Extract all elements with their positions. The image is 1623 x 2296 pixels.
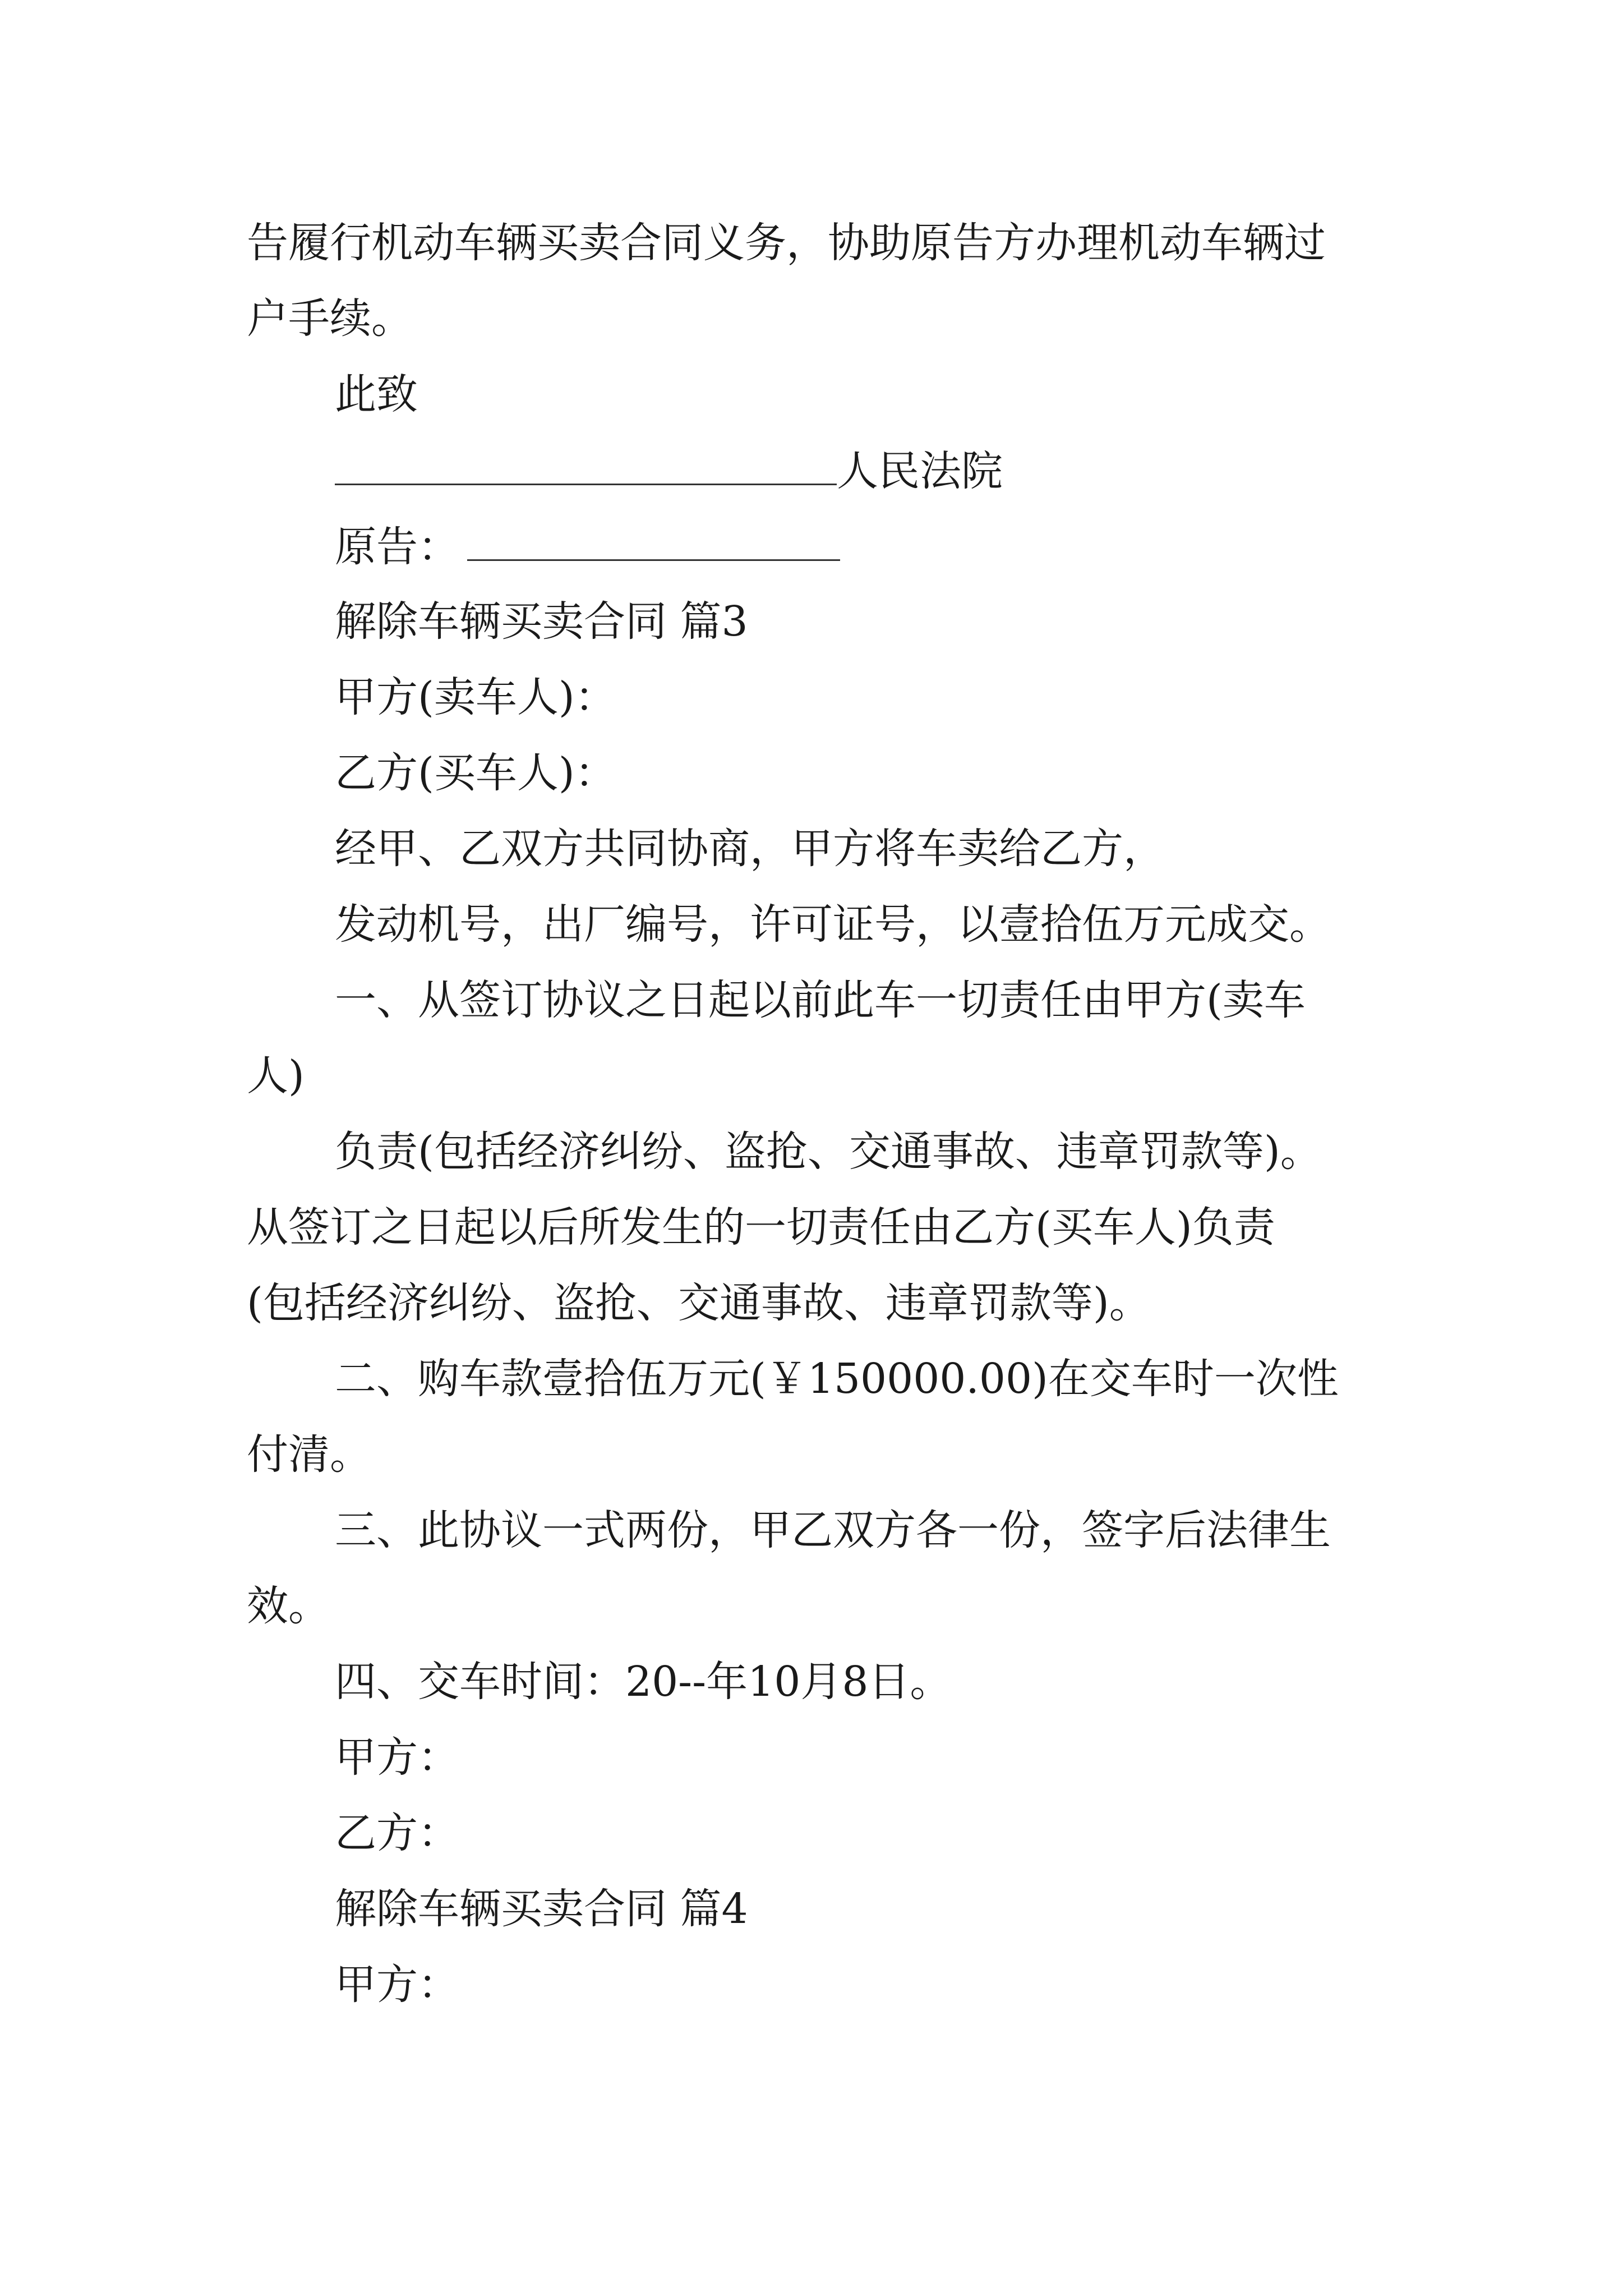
clause-line: 效。: [247, 1582, 330, 1630]
section-heading: 解除车辆买卖合同 篇4: [335, 1885, 748, 1933]
paragraph-line: 户手续。: [247, 295, 413, 343]
party-a-line: 甲方(卖车人)：: [335, 673, 616, 721]
clause-line: 四、交车时间：20--年10月8日。: [335, 1658, 952, 1706]
clause-line: 负责(包括经济纠纷、盗抢、交通事故、违章罚款等)。: [335, 1128, 1322, 1176]
paragraph-line: 发动机号，出厂编号，许可证号，以壹拾伍万元成交。: [335, 900, 1331, 949]
salutation: 此致: [335, 370, 418, 418]
paragraph-line: 经甲、乙双方共同协商，甲方将车卖给乙方，: [335, 825, 1165, 873]
clause-line: 一、从签订协议之日起以前此车一切责任由甲方(卖车: [335, 976, 1306, 1024]
section-heading: 解除车辆买卖合同 篇3: [335, 597, 748, 646]
paragraph-line: 告履行机动车辆买卖合同义务，协助原告方办理机动车辆过: [247, 219, 1326, 267]
party-a-line: 甲方：: [335, 1961, 459, 2009]
plaintiff-label: 原告：: [335, 523, 459, 571]
clause-line: (包括经济纠纷、盗抢、交通事故、违章罚款等)。: [247, 1279, 1151, 1327]
court-label: 人民法院: [837, 447, 1003, 495]
plaintiff-line: [335, 519, 840, 573]
party-b-line: 乙方(买车人)：: [335, 749, 616, 797]
court-line: [335, 443, 1003, 497]
plaintiff-name-blank: [467, 519, 840, 561]
clause-line: 从签订之日起以后所发生的一切责任由乙方(买车人)负责: [247, 1203, 1275, 1251]
signature-party-b: 乙方：: [335, 1809, 459, 1857]
court-name-blank: [335, 443, 837, 485]
signature-party-a: 甲方：: [335, 1733, 459, 1782]
clause-line: 付清。: [247, 1430, 371, 1479]
clause-line: 人): [247, 1052, 305, 1100]
clause-line: 二、购车款壹拾伍万元(￥150000.00)在交车时一次性: [335, 1355, 1339, 1403]
clause-line: 三、此协议一式两份，甲乙双方各一份，签字后法律生: [335, 1506, 1331, 1554]
